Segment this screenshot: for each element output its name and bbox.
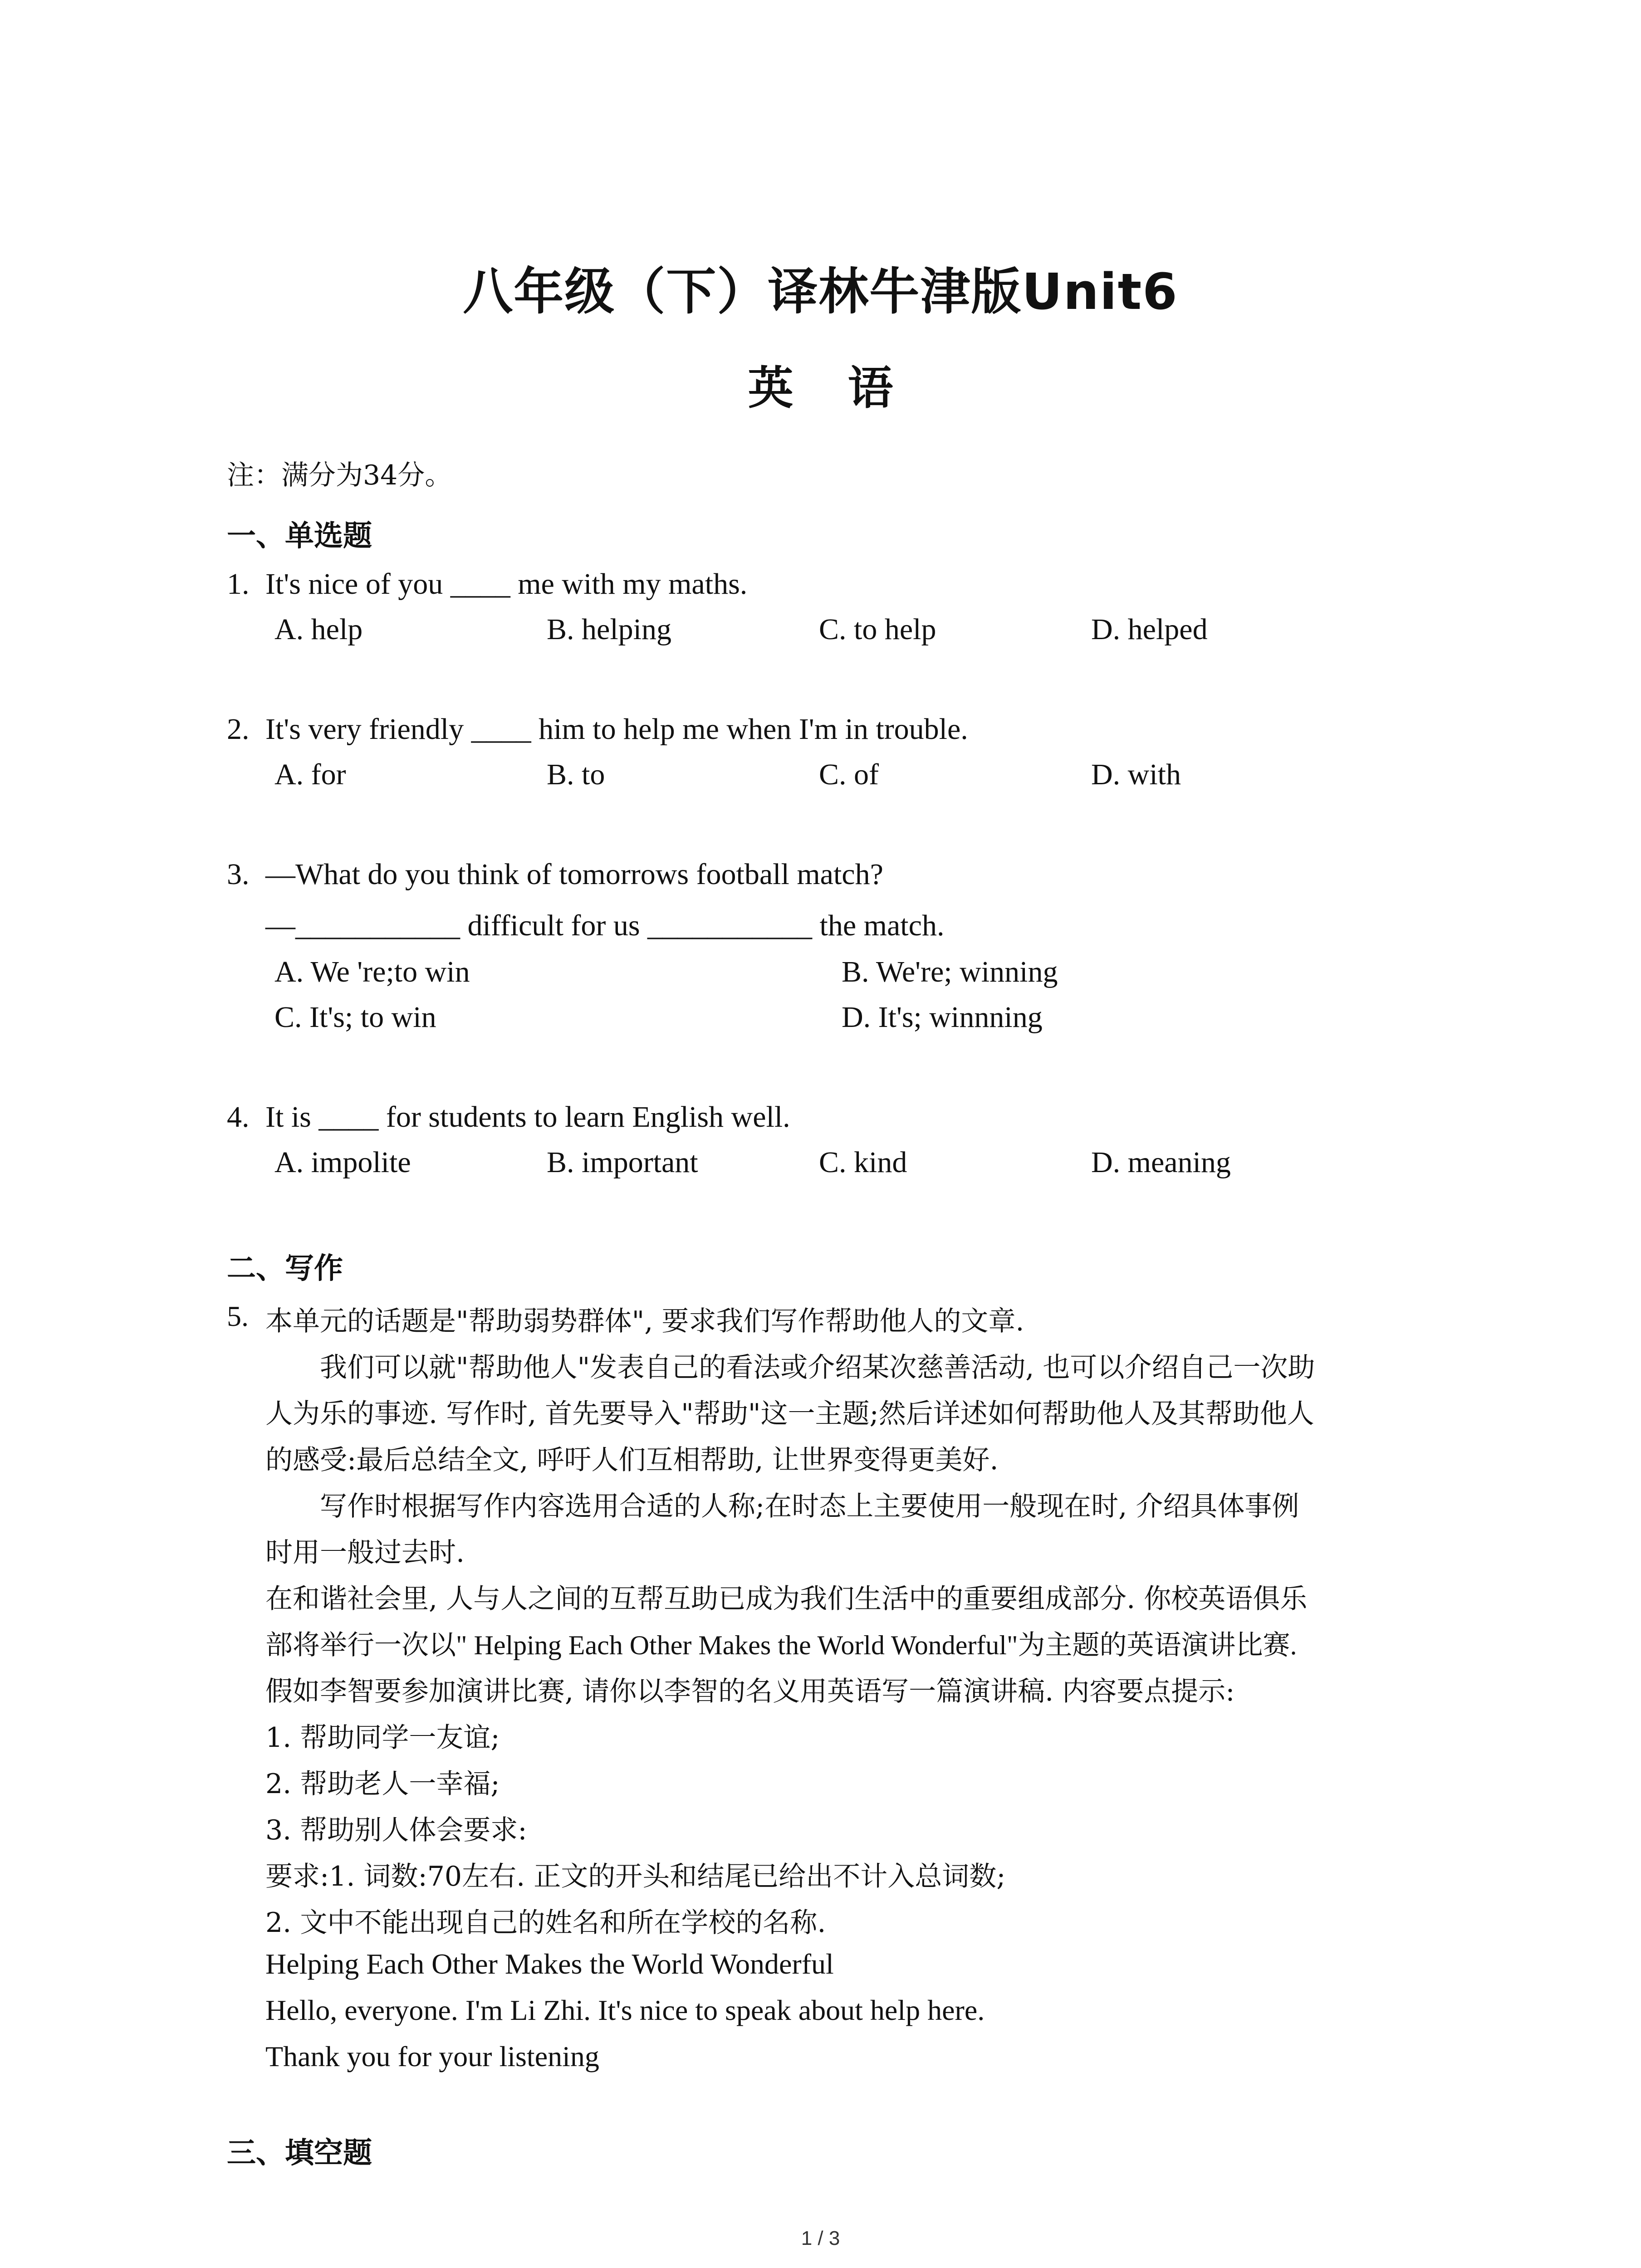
question-number: 1. <box>227 567 250 601</box>
option-d: D. helped <box>1091 613 1208 646</box>
question-stem: It's nice of you ____ me with my maths. <box>265 567 748 601</box>
writing-point-line: 1. 帮助同学一友谊; <box>265 1722 500 1754</box>
option-a: A. help <box>274 613 363 646</box>
option-a: A. impolite <box>274 1146 411 1179</box>
question-stem-line-2: —___________ difficult for us ___________ the match. <box>265 909 945 942</box>
subject-heading: 英语 <box>748 362 948 415</box>
section-heading-fill-blank: 三、填空题 <box>227 2136 372 2170</box>
option-a: A. for <box>274 758 346 791</box>
page-title: 八年级（下）译林牛津版Unit6 <box>463 263 1178 321</box>
question-number: 2. <box>227 713 250 746</box>
option-d: D. It's; winnning <box>842 1001 1043 1034</box>
section-heading-writing: 二、写作 <box>227 1251 343 1286</box>
question-stem: It is ____ for students to learn English well. <box>265 1100 790 1134</box>
writing-prompt-line: 时用一般过去时. <box>265 1537 465 1569</box>
option-b: B. important <box>547 1146 698 1179</box>
writing-prompt-line: 人为乐的事迹. 写作时, 首先要导入"帮助"这一主题;然后详述如何帮助他人及其帮助他人 <box>265 1398 1314 1430</box>
writing-prompt-line: 本单元的话题是"帮助弱势群体", 要求我们写作帮助他人的文章. <box>265 1305 1024 1337</box>
writing-requirement-line: 2. 文中不能出现自己的姓名和所在学校的名称. <box>265 1907 826 1939</box>
speech-closing: Thank you for your listening <box>265 2040 599 2072</box>
question-stem: —What do you think of tomorrows football match? <box>265 858 883 891</box>
option-c: C. of <box>819 758 879 791</box>
writing-prompt-line: 的感受:最后总结全文, 呼吁人们互相帮助, 让世界变得更美好. <box>265 1444 999 1476</box>
writing-prompt-line: 部将举行一次以" Helping Each Other Makes the World Wonderful"为主题的英语演讲比赛. <box>265 1630 1297 1660</box>
option-d: D. meaning <box>1091 1146 1231 1179</box>
writing-prompt-line: 假如李智要参加演讲比赛, 请你以李智的名义用英语写一篇演讲稿. 内容要点提示: <box>265 1676 1235 1707</box>
question-stem: It's very friendly ____ him to help me when I'm in trouble. <box>265 713 968 746</box>
writing-point-line: 2. 帮助老人一幸福; <box>265 1768 500 1800</box>
option-c: C. It's; to win <box>274 1001 436 1034</box>
option-a: A. We 're;to win <box>274 955 470 988</box>
question-number: 4. <box>227 1100 250 1134</box>
writing-point-line: 3. 帮助别人体会要求: <box>265 1814 527 1846</box>
score-note: 注：满分为34分。 <box>227 459 452 491</box>
writing-prompt-line: 在和谐社会里, 人与人之间的互帮互助已成为我们生活中的重要组成部分. 你校英语俱乐 <box>265 1583 1308 1615</box>
question-number: 5. <box>227 1300 249 1332</box>
option-c: C. kind <box>819 1146 907 1179</box>
option-c: C. to help <box>819 613 936 646</box>
speech-title: Helping Each Other Makes the World Wonderful <box>265 1948 834 1980</box>
page-number: 1 / 3 <box>801 2227 840 2249</box>
option-d: D. with <box>1091 758 1181 791</box>
question-number: 3. <box>227 858 250 891</box>
writing-prompt-line: 我们可以就"帮助他人"发表自己的看法或介绍某次慈善活动, 也可以介绍自己一次助 <box>320 1352 1315 1383</box>
option-b: B. to <box>547 758 605 791</box>
writing-prompt-line: 写作时根据写作内容选用合适的人称;在时态上主要使用一般现在时, 介绍具体事例 <box>320 1491 1299 1522</box>
speech-opening: Hello, everyone. I'm Li Zhi. It's nice to speak about help here. <box>265 1994 985 2026</box>
writing-requirement-line: 要求:1. 词数:70左右. 正文的开头和结尾已给出不计入总词数; <box>265 1861 1006 1892</box>
option-b: B. helping <box>547 613 671 646</box>
option-b: B. We're; winning <box>842 955 1058 988</box>
section-heading-single-choice: 一、单选题 <box>227 519 372 553</box>
